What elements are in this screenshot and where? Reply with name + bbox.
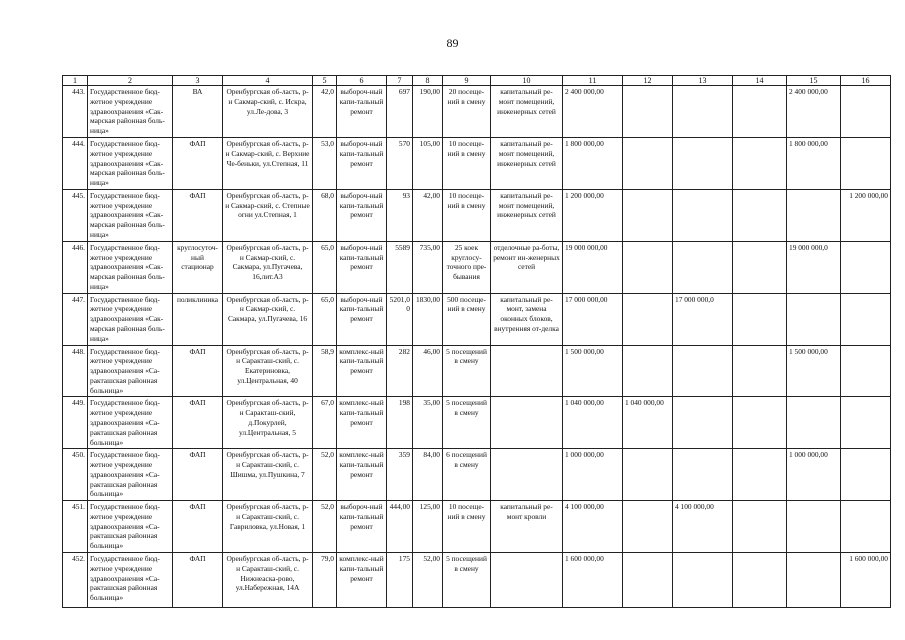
table-cell-col-14: [733, 449, 787, 501]
table-cell-col-15: [787, 552, 841, 607]
table-cell-col-15: [787, 501, 841, 553]
column-number: 11: [563, 76, 623, 86]
table-cell-col-11: 1 800 000,00: [563, 138, 623, 190]
table-cell-col-7: 570: [387, 138, 413, 190]
table-cell-col-6: выбороч-ный капи-тальный ремонт: [337, 501, 387, 553]
table-cell-col-10: [491, 345, 563, 397]
table-cell-col-9: 10 посеще-ний в смену: [443, 501, 491, 553]
table-cell-col-2: Государственное бюд-жетное учреждение здравоохранения «Сак-марская районная боль-ница»: [88, 293, 173, 345]
table-cell-col-3: ВА: [173, 86, 223, 138]
table-cell-col-8: 46,00: [413, 345, 443, 397]
table-cell-col-9: 10 посеще-ний в смену: [443, 189, 491, 241]
table-cell-col-1: 448.: [63, 345, 88, 397]
table-row: [63, 189, 891, 241]
table-cell-col-10: [491, 397, 563, 449]
table-cell-col-2: Государственное бюд-жетное учреждение здравоохранения «Сак-марская районная боль-ница»: [88, 86, 173, 138]
column-number: 3: [173, 76, 223, 86]
table-cell-col-1: 449.: [63, 397, 88, 449]
table-cell-col-3: ФАП: [173, 552, 223, 607]
table-cell-col-3: круглосуточ-ный стационар: [173, 241, 223, 293]
table-cell-col-11: 17 000 000,00: [563, 293, 623, 345]
table-cell-col-10: отделочные ра-боты, ремонт ин-женерных сетей: [491, 241, 563, 293]
capital-repair-table: [62, 75, 891, 608]
table-cell-col-3: ФАП: [173, 189, 223, 241]
table-cell-col-2: Государственное бюд-жетное учреждение здравоохранения «Са-ракташская районная больница»: [88, 397, 173, 449]
table-cell-col-12: [623, 293, 673, 345]
table-cell-col-14: [733, 397, 787, 449]
table-cell-col-4: Оренбургская об-ласть, р-н Сакмар-ский, с. Сакмара, ул.Пугачева, 16: [223, 293, 313, 345]
table-cell-col-8: 52,00: [413, 552, 443, 607]
table-cell-col-12: [623, 449, 673, 501]
table-cell-col-2: Государственное бюд-жетное учреждение здравоохранения «Са-ракташская районная больница»: [88, 345, 173, 397]
table-cell-col-4: Оренбургская об-ласть, р-н Саракташ-ский, с. Гавриловка, ул.Новая, 1: [223, 501, 313, 553]
table-cell-col-4: Оренбургская об-ласть, р-н Сакмар-ский, с. Верхние Че-беньки, ул.Степная, 11: [223, 138, 313, 190]
table-cell-col-12: 1 040 000,00: [623, 397, 673, 449]
table-cell-col-14: [733, 501, 787, 553]
table-cell-col-16: [841, 449, 891, 501]
column-number: 16: [841, 76, 891, 86]
table-cell-col-12: [623, 189, 673, 241]
table-cell-col-12: [623, 241, 673, 293]
table-cell-col-15: [787, 189, 841, 241]
table-cell-col-15: 2 400 000,00: [787, 86, 841, 138]
table-cell-col-8: 735,00: [413, 241, 443, 293]
table-cell-col-6: выбороч-ный капи-тальный ремонт: [337, 241, 387, 293]
table-cell-col-9: 20 посеще-ний в смену: [443, 86, 491, 138]
table-cell-col-6: выбороч-ный капи-тальный ремонт: [337, 86, 387, 138]
table-cell-col-15: 1 000 000,00: [787, 449, 841, 501]
table-cell-col-6: комплекс-ный капи-тальный ремонт: [337, 345, 387, 397]
page-number: 89: [446, 36, 459, 50]
table-cell-col-10: капитальный ре-монт, замена оконных блоков, внутренняя от-делка: [491, 293, 563, 345]
table-cell-col-1: 447.: [63, 293, 88, 345]
table-cell-col-6: комплекс-ный капи-тальный ремонт: [337, 397, 387, 449]
table-cell-col-11: 1 600 000,00: [563, 552, 623, 607]
table-cell-col-12: [623, 138, 673, 190]
table-cell-col-9: 5 посещений в смену: [443, 345, 491, 397]
table-cell-col-14: [733, 241, 787, 293]
table-cell-col-1: 443.: [63, 86, 88, 138]
table-cell-col-15: [787, 293, 841, 345]
table-cell-col-4: Оренбургская об-ласть, р-н Саракташ-ский, с. Нижнеаска-рово, ул.Набережная, 14А: [223, 552, 313, 607]
table-cell-col-8: 1830,00: [413, 293, 443, 345]
table-row: [63, 138, 891, 190]
table-cell-col-2: Государственное бюд-жетное учреждение здравоохранения «Сак-марская районная боль-ница»: [88, 241, 173, 293]
column-number: 15: [787, 76, 841, 86]
table-cell-col-8: 190,00: [413, 86, 443, 138]
table-cell-col-12: [623, 552, 673, 607]
table-cell-col-13: [673, 138, 733, 190]
table-cell-col-14: [733, 86, 787, 138]
table-cell-col-3: ФАП: [173, 397, 223, 449]
column-number: 10: [491, 76, 563, 86]
table-cell-col-13: 17 000 000,0: [673, 293, 733, 345]
table-cell-col-8: 42,00: [413, 189, 443, 241]
table-cell-col-14: [733, 345, 787, 397]
table-cell-col-7: 198: [387, 397, 413, 449]
table-cell-col-1: 452.: [63, 552, 88, 607]
table-cell-col-15: 1 800 000,00: [787, 138, 841, 190]
table-cell-col-2: Государственное бюд-жетное учреждение здравоохранения «Са-ракташская районная больница»: [88, 552, 173, 607]
table-cell-col-15: 19 000 000,0: [787, 241, 841, 293]
column-number: 2: [88, 76, 173, 86]
table-cell-col-2: Государственное бюд-жетное учреждение здравоохранения «Са-ракташская районная больница»: [88, 501, 173, 553]
table-cell-col-7: 175: [387, 552, 413, 607]
table-cell-col-13: [673, 449, 733, 501]
table-cell-col-1: 451.: [63, 501, 88, 553]
table-cell-col-4: Оренбургская об-ласть, р-н Саракташ-ский, д.Покурлей, ул.Центральная, 5: [223, 397, 313, 449]
table-cell-col-15: 1 500 000,00: [787, 345, 841, 397]
column-number: 6: [337, 76, 387, 86]
table-cell-col-5: 68,0: [313, 189, 337, 241]
table-cell-col-3: ФАП: [173, 345, 223, 397]
table-cell-col-10: капитальный ре-монт кровли: [491, 501, 563, 553]
table-cell-col-1: 444.: [63, 138, 88, 190]
table-cell-col-3: поликлиника: [173, 293, 223, 345]
table-cell-col-16: [841, 501, 891, 553]
table-cell-col-8: 125,00: [413, 501, 443, 553]
table-cell-col-6: комплекс-ный капи-тальный ремонт: [337, 449, 387, 501]
table-cell-col-13: [673, 552, 733, 607]
table-cell-col-6: комплекс-ный капи-тальный ремонт: [337, 552, 387, 607]
table-row: [63, 501, 891, 553]
table-cell-col-9: 5 посещений в смену: [443, 397, 491, 449]
table-cell-col-1: 446.: [63, 241, 88, 293]
table-cell-col-10: капитальный ре-монт помещений, инженерных сетей: [491, 189, 563, 241]
table-cell-col-2: Государственное бюд-жетное учреждение здравоохранения «Сак-марская районная боль-ница»: [88, 138, 173, 190]
table-cell-col-13: 4 100 000,00: [673, 501, 733, 553]
table-row: [63, 241, 891, 293]
table-cell-col-16: [841, 397, 891, 449]
table-cell-col-8: 35,00: [413, 397, 443, 449]
table-cell-col-6: выбороч-ный капи-тальный ремонт: [337, 138, 387, 190]
table-cell-col-4: Оренбургская об-ласть, р-н Сакмар-ский, с. Искра, ул.Ле-дова, 3: [223, 86, 313, 138]
column-number: 9: [443, 76, 491, 86]
table-cell-col-9: 25 коек круглосу-точного пре-бывания: [443, 241, 491, 293]
table-cell-col-3: ФАП: [173, 138, 223, 190]
column-number: 5: [313, 76, 337, 86]
table-cell-col-5: 65,0: [313, 293, 337, 345]
table-cell-col-13: [673, 86, 733, 138]
table-cell-col-12: [623, 501, 673, 553]
table-cell-col-16: [841, 241, 891, 293]
table-cell-col-12: [623, 86, 673, 138]
table-cell-col-4: Оренбургская об-ласть, р-н Сакмар-ский, с. Сакмара, ул.Пугачева, 16,лит.А3: [223, 241, 313, 293]
table-cell-col-9: 5 посещений в смену: [443, 552, 491, 607]
table-cell-col-5: 58,9: [313, 345, 337, 397]
table-cell-col-7: 5589: [387, 241, 413, 293]
table-cell-col-12: [623, 345, 673, 397]
table-cell-col-5: 53,0: [313, 138, 337, 190]
table-cell-col-9: 6 посещений в смену: [443, 449, 491, 501]
table-cell-col-4: Оренбургская об-ласть, р-н Саракташ-ский, с. Екатериновка, ул.Центральная, 40: [223, 345, 313, 397]
table-cell-col-13: [673, 345, 733, 397]
table-row: [63, 449, 891, 501]
table-cell-col-16: [841, 345, 891, 397]
table-cell-col-10: капитальный ре-монт помещений, инженерных сетей: [491, 86, 563, 138]
table-cell-col-5: 42,0: [313, 86, 337, 138]
table-cell-col-6: выбороч-ный капи-тальный ремонт: [337, 293, 387, 345]
table-cell-col-7: 93: [387, 189, 413, 241]
table-cell-col-14: [733, 552, 787, 607]
table-cell-col-8: 84,00: [413, 449, 443, 501]
column-number: 7: [387, 76, 413, 86]
table-cell-col-4: Оренбургская об-ласть, р-н Саракташ-ский, с. Шишма, ул.Пушкина, 7: [223, 449, 313, 501]
table-cell-col-3: ФАП: [173, 449, 223, 501]
table-row: [63, 293, 891, 345]
table-cell-col-16: [841, 138, 891, 190]
table-cell-col-9: 10 посеще-ний в смену: [443, 138, 491, 190]
table-cell-col-13: [673, 241, 733, 293]
table-cell-col-7: 5201,00: [387, 293, 413, 345]
table-cell-col-10: капитальный ре-монт помещений, инженерных сетей: [491, 138, 563, 190]
table-cell-col-15: [787, 397, 841, 449]
table-cell-col-10: [491, 449, 563, 501]
column-number: 4: [223, 76, 313, 86]
table-row: [63, 345, 891, 397]
table-cell-col-11: 4 100 000,00: [563, 501, 623, 553]
table-cell-col-5: 67,0: [313, 397, 337, 449]
table-cell-col-5: 52,0: [313, 501, 337, 553]
table-cell-col-10: [491, 552, 563, 607]
table-cell-col-11: 1 200 000,00: [563, 189, 623, 241]
column-number: 8: [413, 76, 443, 86]
table-row: [63, 86, 891, 138]
table-cell-col-11: 2 400 000,00: [563, 86, 623, 138]
table-cell-col-7: 282: [387, 345, 413, 397]
column-number: 1: [63, 76, 88, 86]
table-cell-col-13: [673, 397, 733, 449]
table-cell-col-6: выбороч-ный капи-тальный ремонт: [337, 189, 387, 241]
column-number-row: [63, 76, 891, 86]
table-cell-col-14: [733, 138, 787, 190]
table-cell-col-5: 65,0: [313, 241, 337, 293]
table-cell-col-16: 1 200 000,00: [841, 189, 891, 241]
table-cell-col-2: Государственное бюд-жетное учреждение здравоохранения «Сак-марская районная боль-ница»: [88, 189, 173, 241]
column-number: 13: [673, 76, 733, 86]
table-cell-col-7: 359: [387, 449, 413, 501]
table-cell-col-5: 52,0: [313, 449, 337, 501]
table-row: [63, 397, 891, 449]
column-number: 14: [733, 76, 787, 86]
table-cell-col-7: 444,00: [387, 501, 413, 553]
table-cell-col-5: 79,0: [313, 552, 337, 607]
table-cell-col-14: [733, 189, 787, 241]
table-cell-col-3: ФАП: [173, 501, 223, 553]
column-number: 12: [623, 76, 673, 86]
table-cell-col-7: 697: [387, 86, 413, 138]
table-cell-col-1: 445.: [63, 189, 88, 241]
table-cell-col-16: [841, 293, 891, 345]
table-row: [63, 552, 891, 607]
table-cell-col-14: [733, 293, 787, 345]
table-cell-col-4: Оренбургская об-ласть, р-н Сакмар-ский, с. Степные огни ул.Степная, 1: [223, 189, 313, 241]
table-cell-col-11: 19 000 000,00: [563, 241, 623, 293]
table-cell-col-8: 105,00: [413, 138, 443, 190]
table-cell-col-1: 450.: [63, 449, 88, 501]
table-cell-col-13: [673, 189, 733, 241]
table-cell-col-11: 1 000 000,00: [563, 449, 623, 501]
table-cell-col-16: [841, 86, 891, 138]
table-cell-col-11: 1 040 000,00: [563, 397, 623, 449]
table-cell-col-11: 1 500 000,00: [563, 345, 623, 397]
table-cell-col-16: 1 600 000,00: [841, 552, 891, 607]
table-cell-col-9: 500 посеще-ний в смену: [443, 293, 491, 345]
table-cell-col-2: Государственное бюд-жетное учреждение здравоохранения «Са-ракташская районная больница»: [88, 449, 173, 501]
